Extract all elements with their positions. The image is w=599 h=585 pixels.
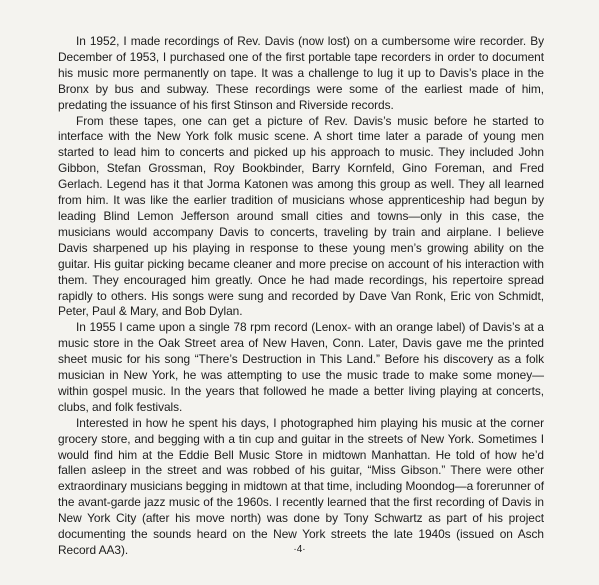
- paragraph-4: Interested in how he spent his days, I photographed him playing his music at the corner grocery store, and begging with a tin cup and guitar in the streets of New York. Sometimes I would find him at the Eddie Bell Music Store in midtown Manhattan. He told of how he’d fallen asleep in the street and was robbed of his guitar, “Miss Gibson.” There were other extraordinary musicians begging in midtown at that time, including Moondog—a forerunner of the avant-garde jazz music of the 1960s. I recently learned that the first recording of Davis in New York City (after his move north) was done by Tony Schwartz as part of his project documenting the sounds heard on the New York streets the late 1940s (issued on Asch Record AA3).: [58, 415, 544, 557]
- paragraph-3: In 1955 I came upon a single 78 rpm record (Lenox- with an orange label) of Davis’s at a music store in the Oak Street area of New Haven, Conn. Later, Davis gave me the printed sheet music for his song “There’s Destruction in This Land.” Before his discovery as a folk musician in New York, he was attempting to use the music trade to make some money—within gospel music. In the years that followed he made a better living playing at concerts, clubs, and folk festivals.: [58, 320, 544, 414]
- paragraph-2: From these tapes, one can get a picture of Rev. Davis’s music before he started to interface with the New York folk music scene. A short time later a parade of young men started to lead him to concerts and picked up his approach to music. They included John Gibbon, Stefan Grossman, Roy Bookbinder, Barry Kornfeld, Gino Foreman, and Fred Gerlach. Legend has it that Jorma Katonen was among this group as well. They all learned from him. It was like the earlier tradition of musicians whose apprenticeship had begun by leading Blind Lemon Jefferson around small cities and towns—only in this case, the musicians would accompany Davis to concerts, traveling by train and airplane. I believe Davis sharpened up his playing in response to these young men’s growing ability on the guitar. His guitar picking became cleaner and more precise on account of his interaction with them. They encouraged him greatly. Once he had made recordings, his repertoire spread rapidly to others. His songs were sung and recorded by Dave Van Ronk, Eric von Schmidt, Peter, Paul & Mary, and Bob Dylan.: [58, 113, 544, 319]
- body-text: [58, 34, 544, 559]
- paragraph-1: In 1952, I made recordings of Rev. Davis (now lost) on a cumbersome wire recorder. By December of 1953, I purchased one of the first portable tape recorders in order to document his music more permanently on tape. It was a challenge to lug it up to Davis’s place in the Bronx by bus and subway. These recordings were some of the earliest made of him, predating the issuance of his first Stinson and Riverside records.: [58, 34, 544, 112]
- page-number: ·4·: [293, 544, 306, 555]
